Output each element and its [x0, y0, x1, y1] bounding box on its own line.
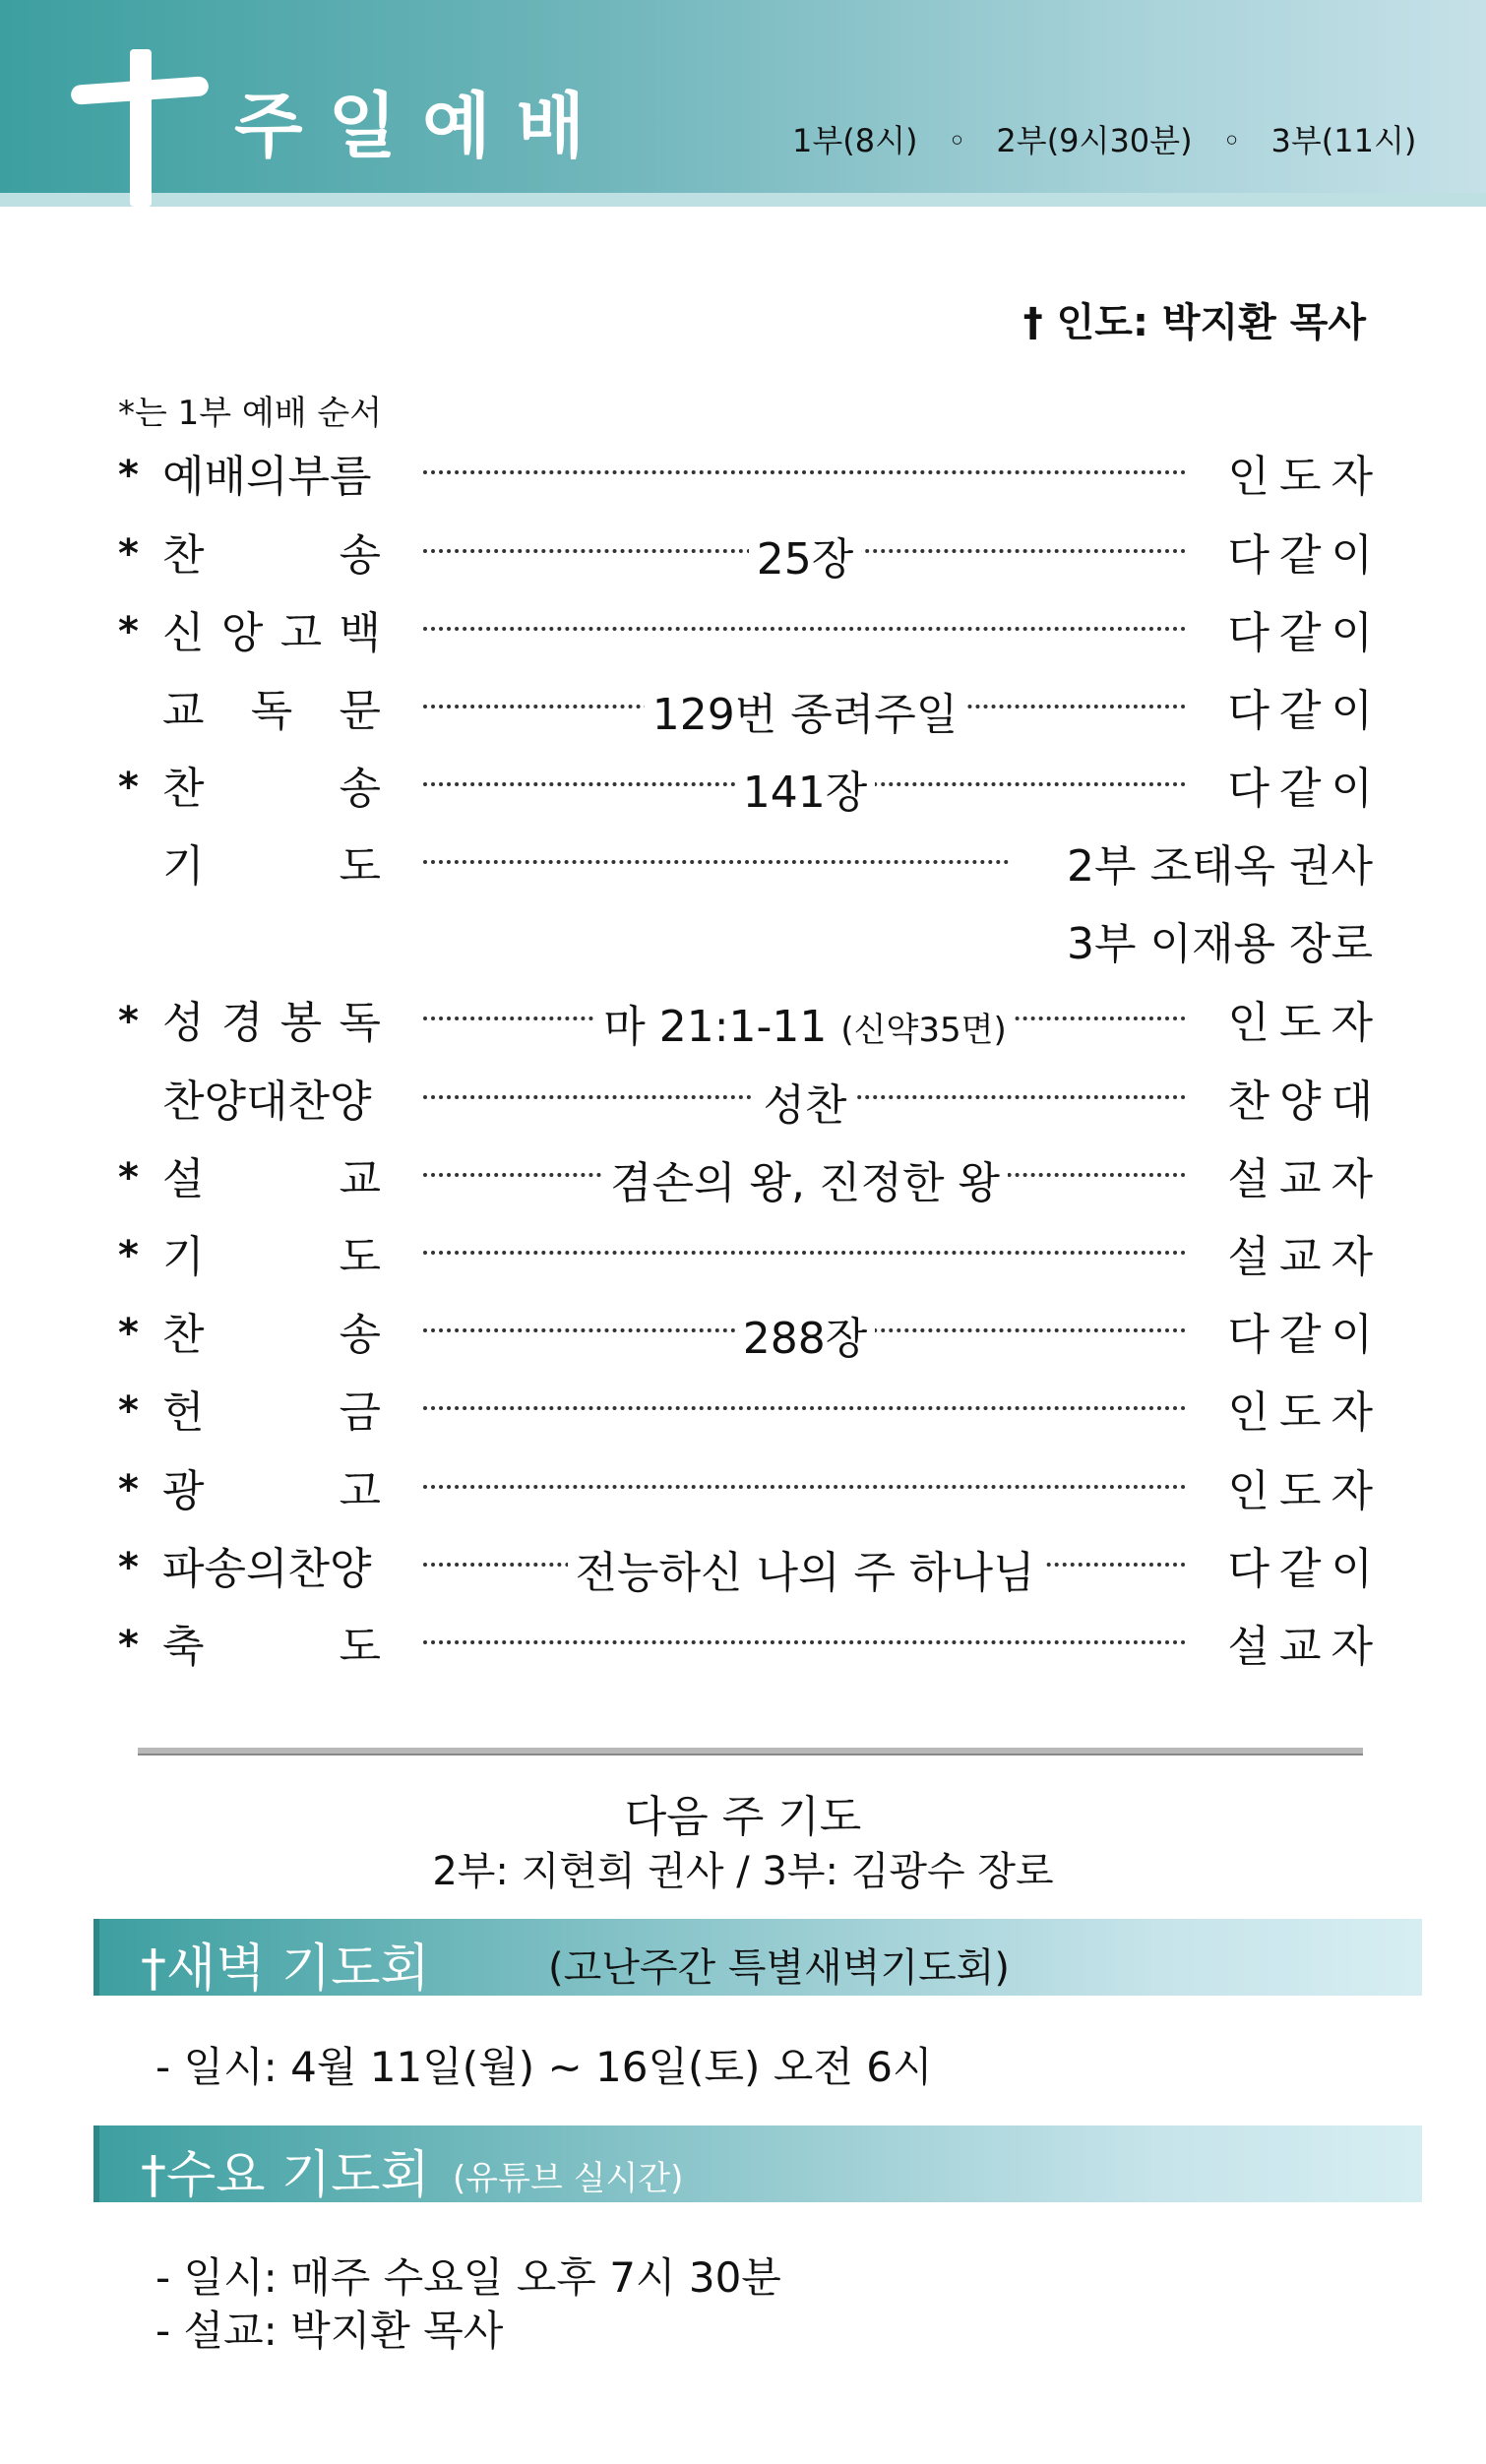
- order-content: [566, 524, 1044, 586]
- page-title: 주일예배: [234, 85, 611, 167]
- order-label: 교 독 문: [162, 686, 381, 736]
- order-content-text: 141장: [742, 768, 868, 818]
- service-leader: † 인도: 박지환 목사: [1022, 300, 1366, 345]
- order-content: [566, 991, 1044, 1054]
- order-star: *: [118, 1311, 139, 1356]
- order-performer: 찬양대: [1227, 1077, 1383, 1127]
- order-content-text: 전능하신 나의 주 하나님: [575, 1548, 1035, 1598]
- order-performer: 설교자: [1227, 1154, 1383, 1204]
- order-content: [566, 1303, 1044, 1366]
- header-band: [0, 193, 1486, 207]
- order-dots: [423, 1251, 1186, 1255]
- order-row: [0, 597, 1486, 666]
- order-row: [0, 675, 1486, 744]
- order-label: 찬 송: [162, 530, 381, 581]
- order-row: [0, 520, 1486, 588]
- order-content: [566, 1537, 1044, 1600]
- order-label: 축 도: [162, 1622, 381, 1672]
- next-week-title: 다음 주 기도: [624, 1792, 862, 1842]
- order-performer: 인도자: [1227, 1466, 1383, 1516]
- order-label: 예배의부름: [162, 452, 372, 502]
- order-row: [0, 1221, 1486, 1290]
- order-label: 찬양대찬양: [162, 1077, 372, 1127]
- order-label: 헌 금: [162, 1387, 381, 1438]
- order-content-text: 288장: [742, 1314, 868, 1364]
- order-row: [0, 1066, 1486, 1135]
- order-content-note: (신약35면): [840, 1011, 1007, 1050]
- section-divider: [138, 1748, 1363, 1756]
- order-dots: [423, 1640, 1186, 1644]
- order-performer: 다같이: [1227, 1310, 1383, 1360]
- order-performer-second: 3부 이재용 장로: [1067, 919, 1373, 969]
- order-note: *는 1부 예배 순서: [118, 394, 383, 433]
- order-performer: 다같이: [1227, 608, 1383, 658]
- order-label: 기 도: [162, 1232, 381, 1282]
- order-star: *: [118, 1233, 139, 1278]
- order-performer: 다같이: [1227, 686, 1383, 736]
- order-row: [0, 831, 1486, 969]
- order-dots: [423, 860, 1009, 864]
- wednesday-prayer-time: - 일시: 매주 수요일 오후 7시 30분: [155, 2253, 781, 2302]
- order-row: [0, 1533, 1486, 1602]
- header-banner: [0, 0, 1486, 197]
- order-row: [0, 1455, 1486, 1524]
- order-label: 설 교: [162, 1154, 381, 1204]
- order-content-text: 성찬: [763, 1080, 847, 1131]
- order-content: [566, 679, 1044, 742]
- order-row: [0, 1611, 1486, 1680]
- order-content: [566, 757, 1044, 820]
- order-performer: 2부 조태옥 권사: [1067, 841, 1373, 892]
- dawn-prayer-title: †새벽 기도회: [141, 1940, 430, 1999]
- order-star: *: [118, 1388, 139, 1434]
- dawn-prayer-detail: - 일시: 4월 11일(월) ~ 16일(토) 오전 6시: [155, 2043, 933, 2091]
- order-performer: 설교자: [1227, 1232, 1383, 1282]
- order-label: 파송의찬양: [162, 1544, 372, 1594]
- order-label: 기 도: [162, 841, 381, 892]
- order-star: *: [118, 453, 139, 498]
- order-star: *: [118, 1155, 139, 1201]
- order-dots: [423, 470, 1186, 474]
- order-label: 신 앙 고 백: [162, 608, 381, 658]
- order-star: *: [118, 1545, 139, 1590]
- next-week-detail: 2부: 지현희 권사 / 3부: 김광수 장로: [432, 1849, 1054, 1894]
- order-label: 성 경 봉 독: [162, 998, 381, 1048]
- order-row: [0, 1143, 1486, 1212]
- order-dots: [423, 627, 1186, 631]
- order-row: [0, 1377, 1486, 1446]
- order-label: 찬 송: [162, 764, 381, 814]
- cross-icon: [130, 49, 152, 207]
- order-row: [0, 753, 1486, 822]
- order-performer: 다같이: [1227, 1544, 1383, 1594]
- order-performer: 설교자: [1227, 1622, 1383, 1672]
- service-times: 1부(8시) ◦ 2부(9시30분) ◦ 3부(11시): [792, 122, 1417, 159]
- order-star: *: [118, 1623, 139, 1668]
- order-content-text: 25장: [756, 534, 854, 585]
- wednesday-prayer-preacher: - 설교: 박지환 목사: [155, 2307, 504, 2355]
- order-row: [0, 987, 1486, 1056]
- order-performer: 인도자: [1227, 1387, 1383, 1438]
- dawn-prayer-banner: [93, 1919, 1422, 1999]
- order-star: *: [118, 1467, 139, 1512]
- order-performer: 다같이: [1227, 764, 1383, 814]
- order-content-text: 마 21:1-11: [603, 1002, 828, 1052]
- order-row: [0, 1299, 1486, 1368]
- wednesday-prayer-title: †수요 기도회: [141, 2146, 430, 2205]
- order-performer: 인도자: [1227, 452, 1383, 502]
- order-content-text: 129번 종려주일: [651, 690, 959, 740]
- order-label: 찬 송: [162, 1310, 381, 1360]
- order-star: *: [118, 531, 139, 577]
- order-content: [566, 1070, 1044, 1133]
- order-performer: 다같이: [1227, 530, 1383, 581]
- order-content-text: 겸손의 왕, 진정한 왕: [610, 1158, 1000, 1208]
- wednesday-prayer-subtitle: (유튜브 실시간): [453, 2159, 684, 2198]
- order-content: [566, 1147, 1044, 1210]
- order-dots: [423, 1406, 1186, 1410]
- order-row: [0, 441, 1486, 510]
- order-dots: [423, 1485, 1186, 1489]
- order-performer: 인도자: [1227, 998, 1383, 1048]
- order-label: 광 고: [162, 1466, 381, 1516]
- order-star: *: [118, 609, 139, 654]
- dawn-prayer-subtitle: (고난주간 특별새벽기도회): [548, 1945, 1010, 1991]
- order-star: *: [118, 765, 139, 810]
- order-star: *: [118, 999, 139, 1044]
- wednesday-prayer-banner: [93, 2125, 1422, 2205]
